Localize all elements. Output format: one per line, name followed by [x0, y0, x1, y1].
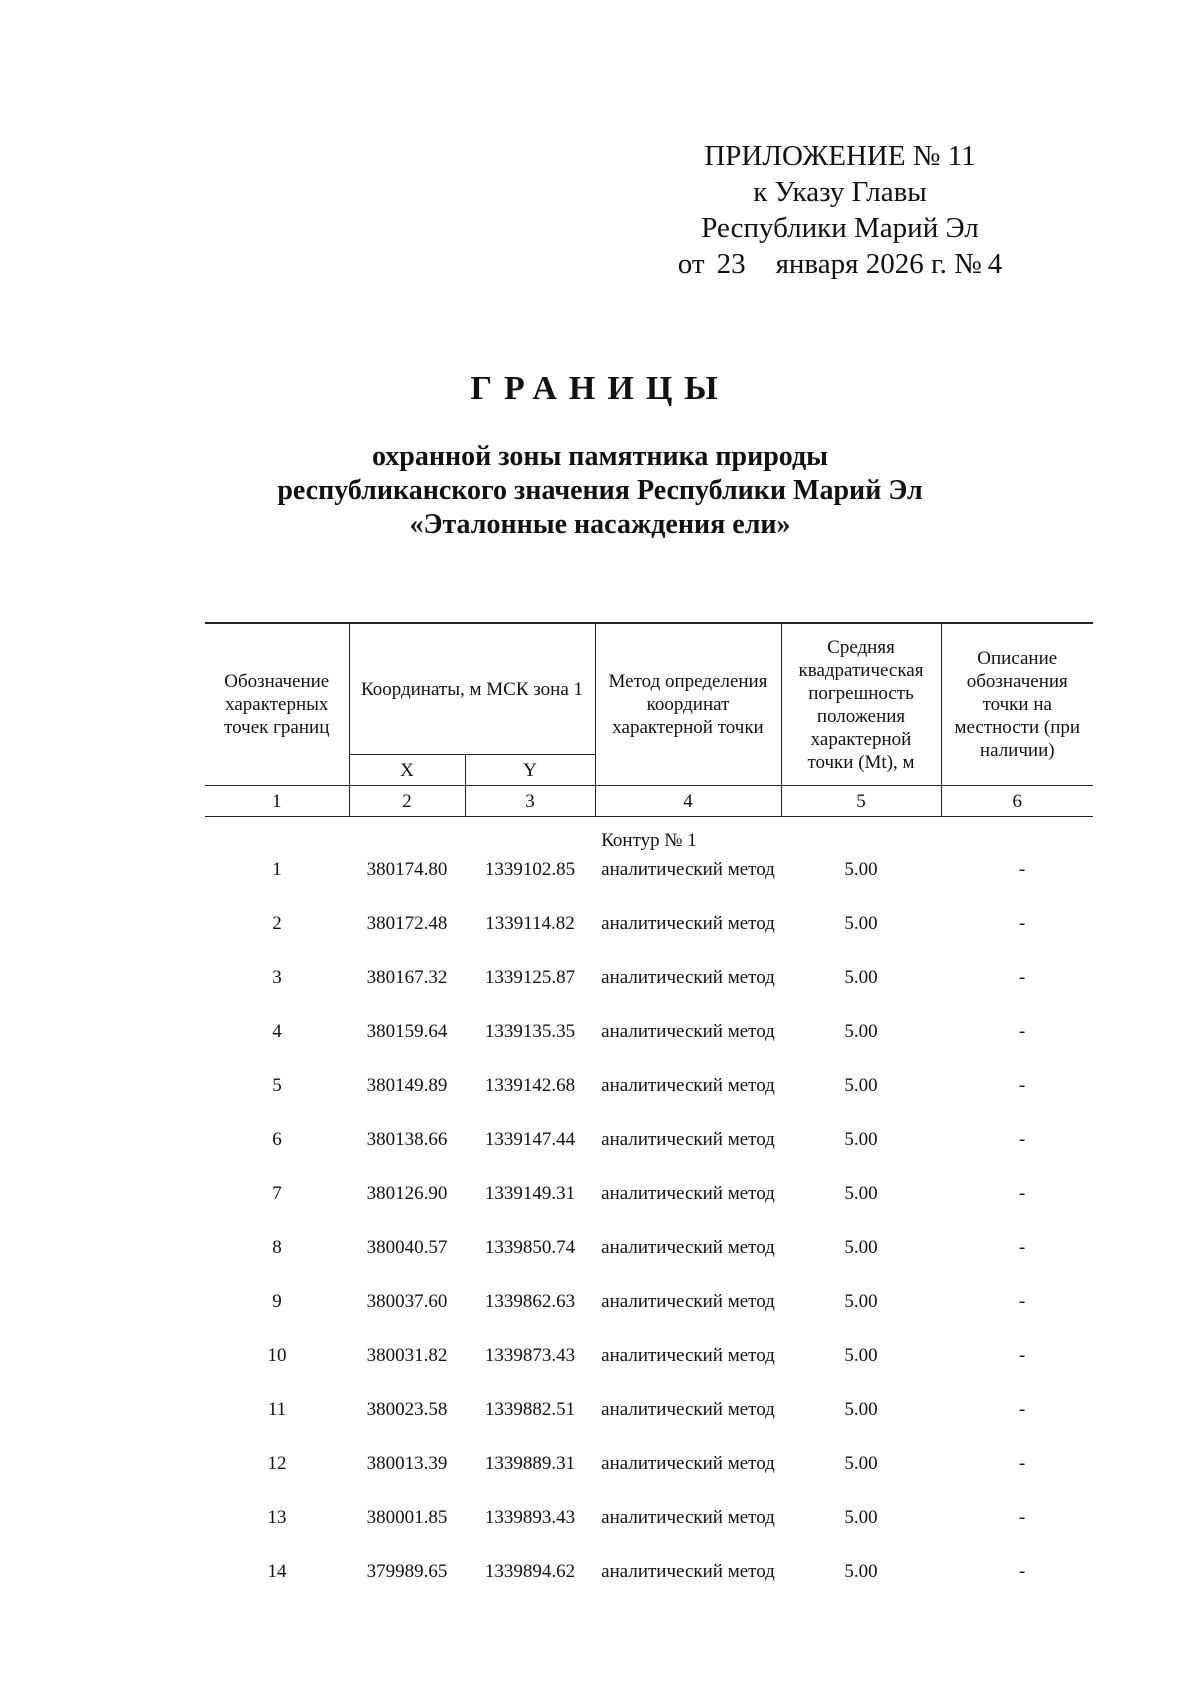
coord-y: 1339862.63 [484, 1291, 576, 1312]
column-number: 2 [349, 786, 465, 817]
point-number: 3 [272, 967, 282, 988]
header-x: X [349, 755, 465, 786]
mean-error: 5.00 [844, 1453, 878, 1474]
mean-error: 5.00 [844, 1129, 878, 1150]
table-row [205, 1344, 1093, 1398]
method: аналитический метод [601, 1507, 775, 1528]
description: - [1018, 1561, 1026, 1582]
boundary-points-table [205, 622, 1093, 1614]
date-prefix: от [677, 248, 705, 280]
coord-y: 1339149.31 [484, 1183, 576, 1204]
point-number: 11 [267, 1399, 287, 1420]
table-row [205, 1020, 1093, 1074]
method: аналитический метод [601, 1561, 775, 1582]
date-day: 23 [716, 248, 746, 280]
appendix-republic: Республики Марий Эл [701, 212, 979, 244]
coord-x: 380149.89 [366, 1075, 448, 1096]
column-number: 5 [781, 786, 941, 817]
method: аналитический метод [601, 1183, 775, 1204]
column-number: 3 [465, 786, 595, 817]
header-method: Метод определения координат характерной точки [595, 623, 781, 786]
method: аналитический метод [601, 1345, 775, 1366]
coord-x: 379989.65 [366, 1561, 448, 1582]
point-number: 7 [272, 1183, 282, 1204]
header-point-designation: Обозначение характерных точек границ [205, 623, 349, 786]
mean-error: 5.00 [844, 859, 878, 880]
point-number: 1 [272, 859, 282, 880]
method: аналитический метод [601, 1021, 775, 1042]
coord-y: 1339102.85 [484, 859, 576, 880]
method: аналитический метод [601, 1291, 775, 1312]
coord-x: 380126.90 [366, 1183, 448, 1204]
coord-y: 1339135.35 [484, 1021, 576, 1042]
mean-error: 5.00 [844, 1021, 878, 1042]
mean-error: 5.00 [844, 1183, 878, 1204]
subtitle-line-3: «Эталонные насаждения ели» [409, 509, 791, 540]
method: аналитический метод [601, 1453, 775, 1474]
point-number: 5 [272, 1075, 282, 1096]
method: аналитический метод [601, 1399, 775, 1420]
table-row [205, 1182, 1093, 1236]
method: аналитический метод [601, 859, 775, 880]
header-y: Y [465, 755, 595, 786]
subtitle-line-1: охранной зоны памятника природы [371, 441, 829, 472]
description: - [1018, 1507, 1026, 1528]
description: - [1018, 1291, 1026, 1312]
coord-y: 1339114.82 [485, 913, 575, 934]
table-row [205, 1236, 1093, 1290]
coord-x: 380138.66 [366, 1129, 448, 1150]
header-mean-error: Средняя квадратическая погрешность положения характерной точки (Mt), м [781, 623, 941, 786]
header-description: Описание обозначения точки на местности (при наличии) [941, 623, 1093, 786]
mean-error: 5.00 [844, 1345, 878, 1366]
description: - [1018, 1021, 1026, 1042]
point-number: 10 [267, 1345, 287, 1366]
mean-error: 5.00 [844, 1561, 878, 1582]
point-number: 6 [272, 1129, 282, 1150]
coord-y: 1339893.43 [484, 1507, 576, 1528]
coord-y: 1339882.51 [484, 1399, 576, 1420]
method: аналитический метод [601, 1237, 775, 1258]
description: - [1018, 1237, 1026, 1258]
mean-error: 5.00 [844, 1507, 878, 1528]
mean-error: 5.00 [844, 967, 878, 988]
appendix-date-line [640, 246, 1040, 282]
description: - [1018, 1075, 1026, 1096]
contour-label: Контур № 1 [601, 830, 697, 851]
coord-y: 1339850.74 [484, 1237, 576, 1258]
table-row [205, 1452, 1093, 1506]
mean-error: 5.00 [844, 1399, 878, 1420]
point-number: 9 [272, 1291, 282, 1312]
mean-error: 5.00 [844, 1075, 878, 1096]
coord-y: 1339889.31 [484, 1453, 576, 1474]
coord-x: 380037.60 [366, 1291, 448, 1312]
column-number: 1 [205, 786, 349, 817]
description: - [1018, 1345, 1026, 1366]
method: аналитический метод [601, 913, 775, 934]
point-number: 13 [267, 1507, 287, 1528]
header-coordinates: Координаты, м МСК зона 1 [349, 623, 595, 755]
method: аналитический метод [601, 1129, 775, 1150]
point-number: 2 [272, 913, 282, 934]
point-number: 8 [272, 1237, 282, 1258]
table-row [205, 1128, 1093, 1182]
column-number: 6 [941, 786, 1093, 817]
table-row [205, 1398, 1093, 1452]
coord-x: 380040.57 [366, 1237, 448, 1258]
mean-error: 5.00 [844, 913, 878, 934]
document-title: ГРАНИЦЫ [470, 370, 730, 407]
coord-y: 1339147.44 [484, 1129, 576, 1150]
point-number: 14 [267, 1561, 287, 1582]
contour-row [205, 817, 1093, 859]
table-row [205, 1506, 1093, 1560]
coord-x: 380031.82 [366, 1345, 448, 1366]
point-number: 12 [267, 1453, 287, 1474]
description: - [1018, 1399, 1026, 1420]
mean-error: 5.00 [844, 1291, 878, 1312]
coord-x: 380172.48 [366, 913, 448, 934]
description: - [1018, 967, 1026, 988]
coord-y: 1339125.87 [484, 967, 576, 988]
table-row [205, 858, 1093, 912]
point-number: 4 [272, 1021, 282, 1042]
coord-x: 380159.64 [366, 1021, 448, 1042]
coord-y: 1339873.43 [484, 1345, 576, 1366]
method: аналитический метод [601, 1075, 775, 1096]
appendix-block [640, 138, 1040, 282]
coord-y: 1339894.62 [484, 1561, 576, 1582]
appendix-title: ПРИЛОЖЕНИЕ № 11 [704, 140, 976, 172]
coord-x: 380174.80 [366, 859, 448, 880]
table-row [205, 966, 1093, 1020]
description: - [1018, 913, 1026, 934]
date-rest: января 2026 г. № [775, 248, 982, 280]
coord-y: 1339142.68 [484, 1075, 576, 1096]
subtitle-line-2: республиканского значения Республики Марий Эл [277, 475, 923, 506]
table-row [205, 1560, 1093, 1614]
column-number: 4 [595, 786, 781, 817]
coord-x: 380167.32 [366, 967, 448, 988]
appendix-decree-ref: к Указу Главы [753, 176, 927, 208]
description: - [1018, 1129, 1026, 1150]
table-row [205, 1290, 1093, 1344]
coord-x: 380013.39 [366, 1453, 448, 1474]
coord-x: 380023.58 [366, 1399, 448, 1420]
mean-error: 5.00 [844, 1237, 878, 1258]
document-subtitle [0, 440, 1200, 542]
description: - [1018, 1183, 1026, 1204]
table-row [205, 1074, 1093, 1128]
description: - [1018, 1453, 1026, 1474]
decree-number: 4 [987, 248, 1003, 280]
method: аналитический метод [601, 967, 775, 988]
description: - [1018, 859, 1026, 880]
table-row [205, 912, 1093, 966]
column-numbers-row [205, 786, 1093, 817]
coord-x: 380001.85 [366, 1507, 448, 1528]
